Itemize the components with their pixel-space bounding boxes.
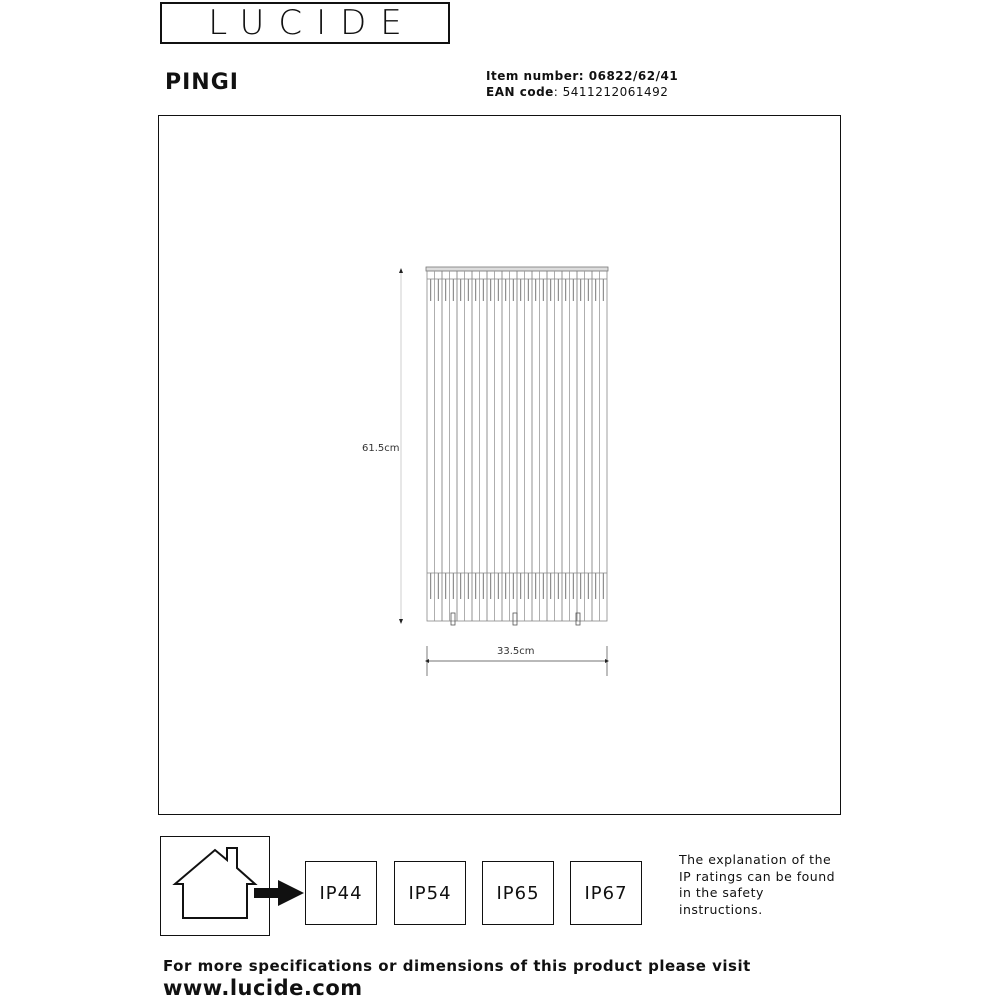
width-label: 33.5cm <box>497 646 535 657</box>
item-number-row: Item number: 06822/62/41 <box>486 69 679 83</box>
lamp-drawing <box>426 267 608 625</box>
item-number-label: Item number <box>486 69 579 83</box>
ean-row: EAN code: 5411212061492 <box>486 85 669 99</box>
technical-drawing <box>159 116 842 816</box>
ip-rating-ip54: IP54 <box>394 861 466 925</box>
ean-value: 5411212061492 <box>562 85 669 99</box>
height-dimension <box>399 268 403 624</box>
brand-logo <box>160 2 450 44</box>
ip-rating-ip65: IP65 <box>482 861 554 925</box>
footer-text: For more specifications or dimensions of this product please visit <box>163 957 751 975</box>
arrow-right-icon <box>252 877 306 909</box>
product-name: PINGI <box>165 70 239 95</box>
note-line: instructions. <box>679 901 763 917</box>
ip-rating-ip44: IP44 <box>305 861 377 925</box>
ip-explanation-note <box>679 852 869 918</box>
ip-rating-ip67: IP67 <box>570 861 642 925</box>
logo-text: LUCIDE <box>208 3 416 43</box>
item-number-value: 06822/62/41 <box>588 69 679 83</box>
note-line: in the safety <box>679 885 764 900</box>
ean-label: EAN code <box>486 85 554 99</box>
height-label: 61.5cm <box>362 443 400 454</box>
website-link[interactable]: www.lucide.com <box>163 976 363 1000</box>
note-line: The explanation of the <box>679 852 832 867</box>
drawing-frame <box>158 115 841 815</box>
note-line: IP ratings can be found <box>679 868 836 884</box>
